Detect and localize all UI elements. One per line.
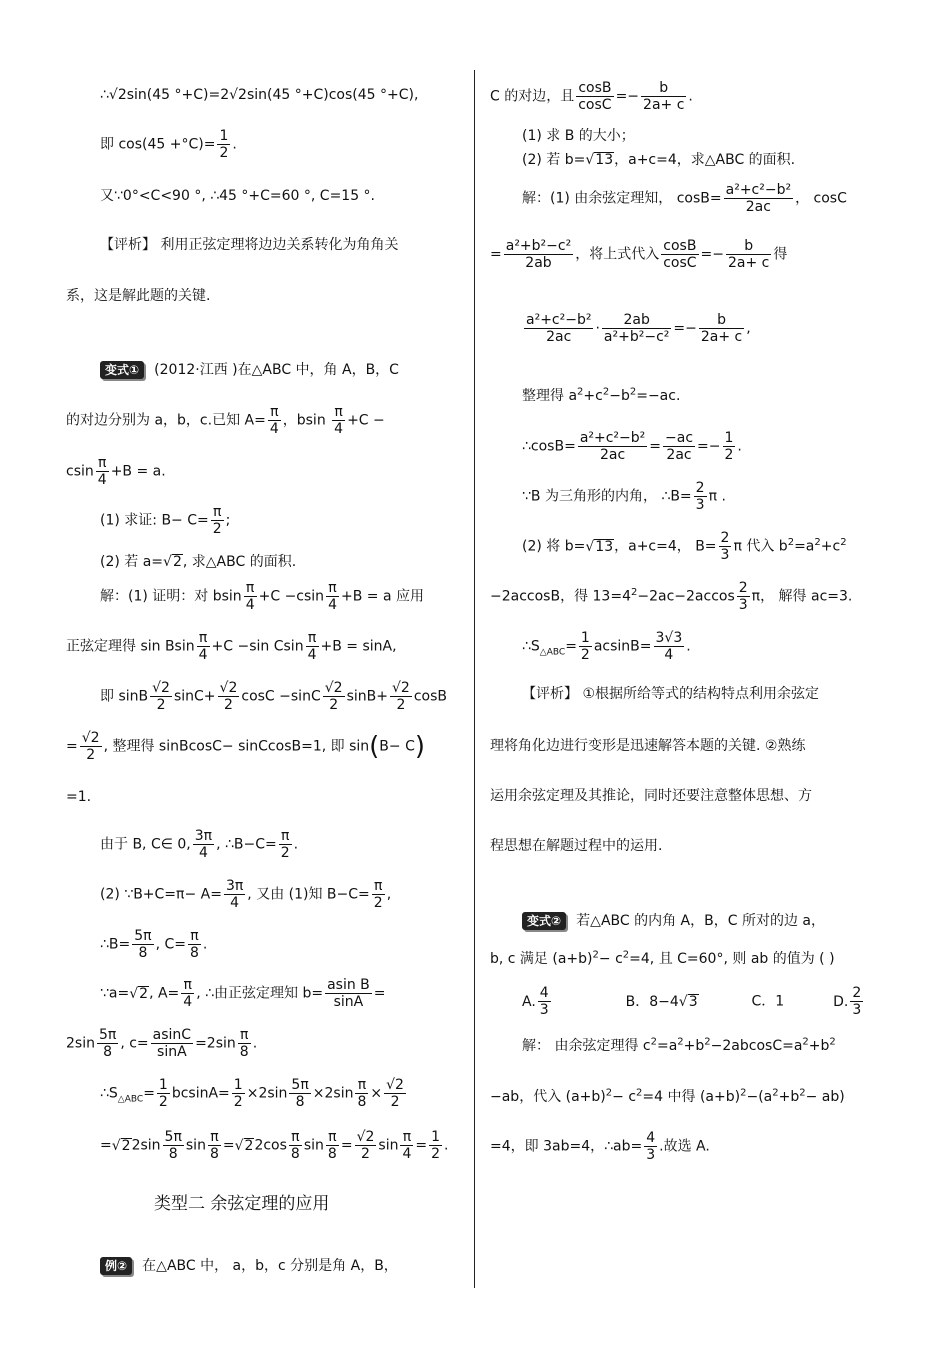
fraction: $\frac{1}{2}$	[219, 128, 229, 161]
line-right-4: 解：(1) 由余弦定理知， cosB= $\frac{\text{a²+c²−b²}}{2ac}$ ， cosC	[522, 182, 847, 215]
line-right-9: ∵B 为三角形的内角， ∴B= $\frac{2}{3}$ π .	[522, 480, 726, 513]
choice-a: A. $\frac{4}{3}$	[522, 985, 549, 1018]
variant-badge-2: 变式②	[522, 912, 566, 930]
line-left-8: csin $\frac{\pi}{4}$ +B = a.	[66, 455, 166, 488]
line-left-1: ∴√2sin(45 °+C)=2√2sin(45 °+C)cos(45 °+C),	[100, 87, 419, 103]
line-right-8: ∴cosB= $\frac{\text{a²+c²−b²}}{2ac}$ = $\frac{-ac}{2ac}$ =− $\frac{1}{2}$ .	[522, 430, 742, 463]
line-left-16: 由于 B, C∈ 0, $\frac{3\pi}{4}$ , ∴B−C= $\frac{\pi}{2}$ .	[100, 828, 299, 861]
line-right-5: = $\frac{\text{a²+b²−c²}}{2ab}$ ，将上式代入 $\frac{\cos B}{\cos C}$ =− $\frac{b}{2a+ c}$ 得	[490, 238, 788, 271]
line-left-15: =1.	[66, 789, 92, 805]
line-right-18: b, c 满足 $(a+b)^2- c^2=4$, 且 C=60°, 则 ab 的值为 ( )	[490, 949, 835, 967]
line-right-14: 理将角化边进行变形是迅速解答本题的关键. ②熟练	[490, 738, 806, 754]
line-left-17: (2) ∵B+C=π− A= $\frac{3\pi}{4}$ , 又由 (1)知 B−C= $\frac{\pi}{2}$ ,	[100, 878, 392, 911]
line-right-13: 【评析】 ①根据所给等式的结构特点利用余弦定	[522, 686, 819, 702]
line-left-4: 【评析】 利用正弦定理将边边关系转化为角角关	[100, 237, 399, 253]
line-right-2: (1) 求 B 的大小；	[522, 128, 635, 144]
choice-c: C．1	[751, 993, 785, 1010]
line-left-10: (2) 若 a=√2, 求△ABC 的面积.	[100, 554, 297, 570]
choice-d: D. $\frac{2}{3}$	[833, 985, 862, 1018]
line-right-3: (2) 若 b=√13，a+c=4，求△ABC 的面积.	[522, 152, 796, 168]
line-right-17: 变式② 若△ABC 的内角 A，B，C 所对的边 a，	[522, 911, 825, 931]
line-right-11: −2accosB，得 $13=4^2-2ac-2accos$ $\frac{2}{3}$ π， 解得 ac=3.	[490, 580, 853, 613]
variant-badge-1: 变式①	[100, 361, 144, 379]
line-left-5: 系，这是解此题的关键.	[66, 288, 211, 304]
line-left-18: ∴B= $\frac{5\pi}{8}$ , C= $\frac{\pi}{8}$ .	[100, 928, 208, 961]
line-left-19: ∵a=√2, A= $\frac{\pi}{4}$ , ∴由正弦定理知 b= $\frac{\text{asin B}}{\sin A}$ =	[100, 977, 386, 1010]
column-divider	[474, 70, 475, 1288]
line-left-9: (1) 求证: B− C= $\frac{\pi}{2}$ ;	[100, 504, 231, 537]
line-left-7: 的对边分别为 a，b，c.已知 A= $\frac{\pi}{4}$ ，bsin $\frac{\pi}{4}$ +C −	[66, 404, 385, 437]
line-right-1: C 的对边，且 $\frac{\cos B}{\cos C}$ =− $\frac{b}{2a+ c}$ .	[490, 80, 693, 113]
line-left-12: 正弦定理得 sin Bsin $\frac{\pi}{4}$ +C −sin Csin $\frac{\pi}{4}$ +B = sinA,	[66, 630, 397, 663]
line-left-2: 即 cos(45 +°C)= $\frac{1}{2}$ .	[100, 128, 237, 161]
line-right-10: (2) 将 b=√13，a+c=4， B= $\frac{2}{3}$ π 代入 $b^2=a^2+c^2$	[522, 530, 847, 563]
line-right-7: 整理得 $a^2+c^2-b^2=-ac$.	[522, 386, 681, 404]
line-left-3: 又∵0°<C<90 °, ∴45 °+C=60 °, C=15 °.	[100, 188, 376, 204]
line-right-20: 解： 由余弦定理得 $c^2=a^2+b^2-2abcosC=a^2+b^2$	[522, 1036, 836, 1054]
line-left-14: = $\frac{√2}{2}$ , 整理得 sinBcosC− sinCcosB=1, 即 sin(B− C)	[66, 730, 426, 763]
choice-b: B．8−4√3	[625, 993, 698, 1010]
line-right-22: =4，即 3ab=4，∴ab= $\frac{4}{3}$ .故选 A.	[490, 1130, 710, 1163]
line-right-6: $\frac{\text{a²+c²−b²}}{2ac}$ · $\frac{2ab}{\text{a²+b²−c²}}$ =− $\frac{b}{2a+ c}$ ,	[526, 312, 751, 345]
line-left-11: 解：(1) 证明：对 bsin $\frac{\pi}{4}$ +C −csin $\frac{\pi}{4}$ +B = a 应用	[100, 580, 424, 613]
example-badge-2: 例②	[100, 1257, 132, 1275]
section-heading: 类型二 余弦定理的应用	[154, 1194, 330, 1214]
line-right-21: −ab，代入 $(a+b)^2- c^2=4$ 中得 $(a+b)^2-(a^2+b^2- ab)$	[490, 1087, 845, 1105]
line-left-22: =√22sin $\frac{5\pi}{8}$ sin $\frac{\pi}{8}$ =√22cos $\frac{\pi}{8}$ sin $\frac{\pi}{8}$ = $\frac{√2}{2}$ sin $\frac{\pi}{4}$ = $\frac{1}{2}$ .	[100, 1129, 449, 1162]
line-left-23: 例② 在△ABC 中， a，b，c 分别是角 A，B，	[100, 1256, 398, 1276]
line-right-12: $\therefore S_{\triangle ABC}=$ $\frac{1}{2}$ acsinB= $\frac{3√3}{4}$ .	[522, 630, 691, 663]
line-left-6: 变式① (2012·江西 )在△ABC 中，角 A，B，C	[100, 360, 399, 380]
line-left-20: 2sin $\frac{5\pi}{8}$ , c= $\frac{asinC}{\sin A}$ =2sin $\frac{\pi}{8}$ .	[66, 1027, 258, 1060]
line-right-19-choices	[522, 985, 865, 1018]
line-left-21: $\therefore S_{\triangle ABC}=$ $\frac{1}{2}$ bcsinA= $\frac{1}{2}$ ×2sin $\frac{5\pi}{8}$ ×2sin $\frac{\pi}{8}$ × $\frac{√2}{2}$	[100, 1077, 404, 1110]
line-right-16: 程思想在解题过程中的运用.	[490, 838, 663, 854]
line-right-15: 运用余弦定理及其推论，同时还要注意整体思想、方	[490, 788, 812, 804]
line-left-13: 即 sinB $\frac{√2}{2}$ sinC+ $\frac{√2}{2}$ cosC −sinC $\frac{√2}{2}$ sinB+ $\frac{√2}{2}$ cosB	[100, 680, 447, 713]
